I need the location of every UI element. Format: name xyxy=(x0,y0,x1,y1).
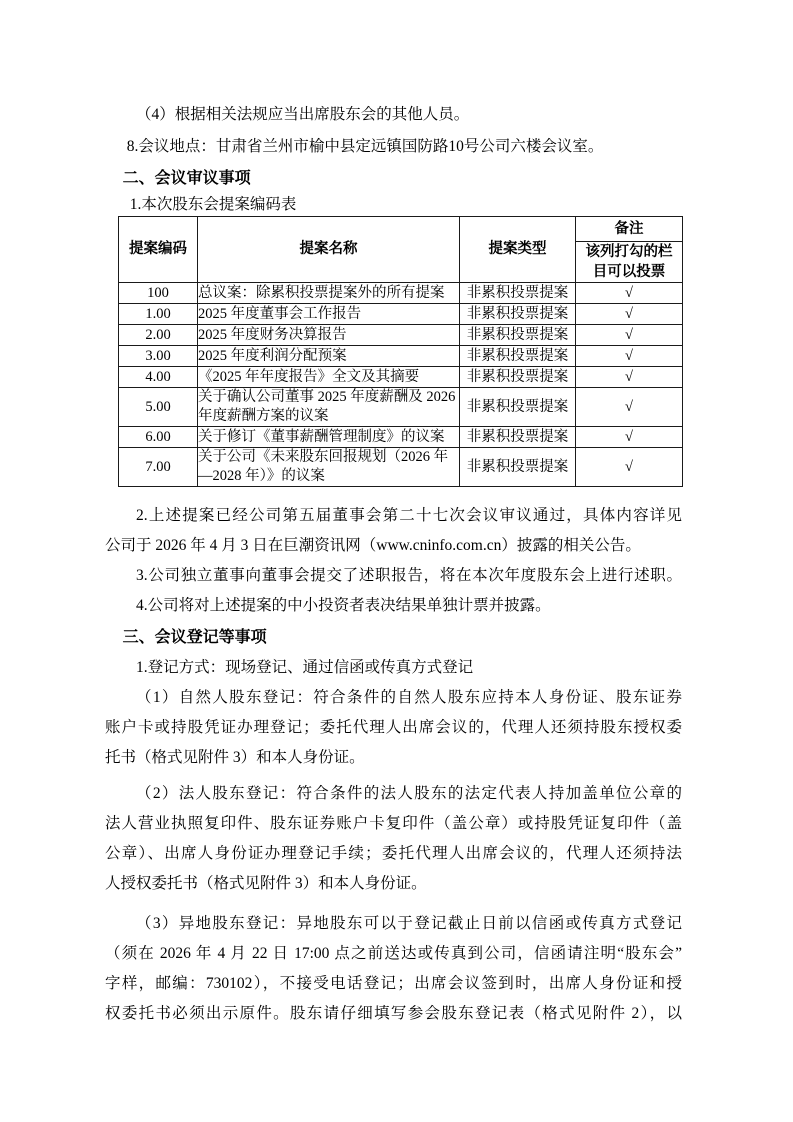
header-remark-label: 备注 xyxy=(576,217,682,242)
proposal-type-cell: 非累积投票提案 xyxy=(460,448,576,487)
proposal-table xyxy=(118,216,683,487)
natural-person-registration-paragraph xyxy=(105,683,682,773)
proposal-row xyxy=(119,304,683,325)
header-proposal-type: 提案类型 xyxy=(460,217,576,283)
proposal-code-cell: 6.00 xyxy=(119,427,198,448)
header-remark-note: 该列打勾的栏目可以投票 xyxy=(585,244,673,280)
header-proposal-name: 提案名称 xyxy=(198,217,460,283)
proposal-table-caption: 1.本次股东会提案编码表 xyxy=(129,196,297,213)
proposal-row xyxy=(119,367,683,388)
remote-shareholder-registration-paragraph xyxy=(105,909,682,1029)
approval-paragraph xyxy=(105,501,682,561)
proposal-type-cell: 非累积投票提案 xyxy=(460,346,576,367)
legal-person-line: 公章）、出席人身份证办理登记手续；委托代理人出席会议的，代理人还须持法 xyxy=(105,845,682,862)
independent-director-line: 3.公司独立董事向董事会提交了述职报告，将在本次年度股东会上进行述职。 xyxy=(136,567,682,584)
legal-person-registration-paragraph xyxy=(105,779,682,899)
proposal-vote-checkmark-cell: √ xyxy=(576,304,683,325)
proposal-vote-checkmark-cell: √ xyxy=(576,325,683,346)
proposal-name-cell: 关于确认公司董事 2025 年度薪酬及 2026 年度薪酬方案的议案 xyxy=(198,388,460,427)
proposal-type-cell: 非累积投票提案 xyxy=(460,388,576,427)
proposal-row xyxy=(119,448,683,487)
remote-shareholder-line: 权委托书必须出示原件。股东请仔细填写参会股东登记表（格式见附件 2），以 xyxy=(105,1005,682,1022)
remote-shareholder-line: （须在 2026 年 4 月 22 日 17:00 点之前送达或传真到公司，信函请注明“股东会” xyxy=(105,945,682,962)
remote-shareholder-line: 字样，邮编：730102），不接受电话登记；出席会议签到时，出席人身份证和授 xyxy=(105,975,682,992)
proposal-name-cell: 2025 年度董事会工作报告 xyxy=(198,304,460,325)
attendees-other-personnel-line: （4）根据相关法规应当出席股东会的其他人员。 xyxy=(136,106,470,123)
proposal-code-cell: 5.00 xyxy=(119,388,198,427)
header-remark xyxy=(576,217,683,283)
proposal-type-cell: 非累积投票提案 xyxy=(460,304,576,325)
proposal-code-cell: 3.00 xyxy=(119,346,198,367)
proposal-code-cell: 100 xyxy=(119,283,198,304)
proposal-type-cell: 非累积投票提案 xyxy=(460,325,576,346)
proposal-name-cell: 2025 年度利润分配预案 xyxy=(198,346,460,367)
proposal-row xyxy=(119,283,683,304)
proposal-row xyxy=(119,346,683,367)
proposal-vote-checkmark-cell: √ xyxy=(576,346,683,367)
approval-paragraph-line: 2.上述提案已经公司第五届董事会第二十七次会议审议通过，具体内容详见 xyxy=(136,507,682,524)
approval-paragraph-line: 公司于 2026 年 4 月 3 日在巨潮资讯网（www.cninfo.com.cn）披露的相关公告。 xyxy=(105,537,641,554)
proposal-vote-checkmark-cell: √ xyxy=(576,448,683,487)
proposal-vote-checkmark-cell: √ xyxy=(576,427,683,448)
proposal-type-cell: 非累积投票提案 xyxy=(460,367,576,388)
proposal-name-cell: 关于修订《董事薪酬管理制度》的议案 xyxy=(198,427,460,448)
natural-person-line: 账户卡或持股凭证办理登记；委托代理人出席会议的，代理人还须持股东授权委 xyxy=(105,719,682,736)
registration-method-line: 1.登记方式：现场登记、通过信函或传真方式登记 xyxy=(136,659,474,676)
legal-person-line: （2）法人股东登记：符合条件的法人股东的法定代表人持加盖单位公章的 xyxy=(136,785,682,802)
legal-person-line: 人授权委托书（格式见附件 3）和本人身份证。 xyxy=(105,875,427,892)
proposal-row xyxy=(119,325,683,346)
proposal-code-cell: 1.00 xyxy=(119,304,198,325)
section-2-heading: 二、会议审议事项 xyxy=(122,170,251,187)
proposal-name-cell: 《2025 年年度报告》全文及其摘要 xyxy=(198,367,460,388)
proposal-type-cell: 非累积投票提案 xyxy=(460,283,576,304)
meeting-location-line: 8.会议地点：甘肃省兰州市榆中县定远镇国防路10号公司六楼会议室。 xyxy=(126,138,604,155)
proposal-vote-checkmark-cell: √ xyxy=(576,388,683,427)
proposal-row xyxy=(119,427,683,448)
proposal-row xyxy=(119,388,683,427)
natural-person-line: 托书（格式见附件 3）和本人身份证。 xyxy=(105,749,365,766)
proposal-code-cell: 7.00 xyxy=(119,448,198,487)
proposal-code-cell: 2.00 xyxy=(119,325,198,346)
proposal-name-cell: 关于公司《未来股东回报规划（2026 年—2028 年）》的议案 xyxy=(198,448,460,487)
minority-investor-vote-line: 4.公司将对上述提案的中小投资者表决结果单独计票并披露。 xyxy=(136,597,551,614)
proposal-vote-checkmark-cell: √ xyxy=(576,367,683,388)
remote-shareholder-line: （3）异地股东登记：异地股东可以于登记截止日前以信函或传真方式登记 xyxy=(136,915,682,932)
proposal-type-cell: 非累积投票提案 xyxy=(460,427,576,448)
proposal-vote-checkmark-cell: √ xyxy=(576,283,683,304)
proposal-code-cell: 4.00 xyxy=(119,367,198,388)
section-3-heading: 三、会议登记等事项 xyxy=(122,629,267,646)
proposal-name-cell: 2025 年度财务决算报告 xyxy=(198,325,460,346)
natural-person-line: （1）自然人股东登记：符合条件的自然人股东应持本人身份证、股东证券 xyxy=(136,689,682,706)
header-proposal-code: 提案编码 xyxy=(119,217,198,283)
proposal-name-cell: 总议案：除累积投票提案外的所有提案 xyxy=(198,283,460,304)
legal-person-line: 法人营业执照复印件、股东证券账户卡复印件（盖公章）或持股凭证复印件（盖 xyxy=(105,815,682,832)
proposal-table-header-row xyxy=(119,217,683,283)
